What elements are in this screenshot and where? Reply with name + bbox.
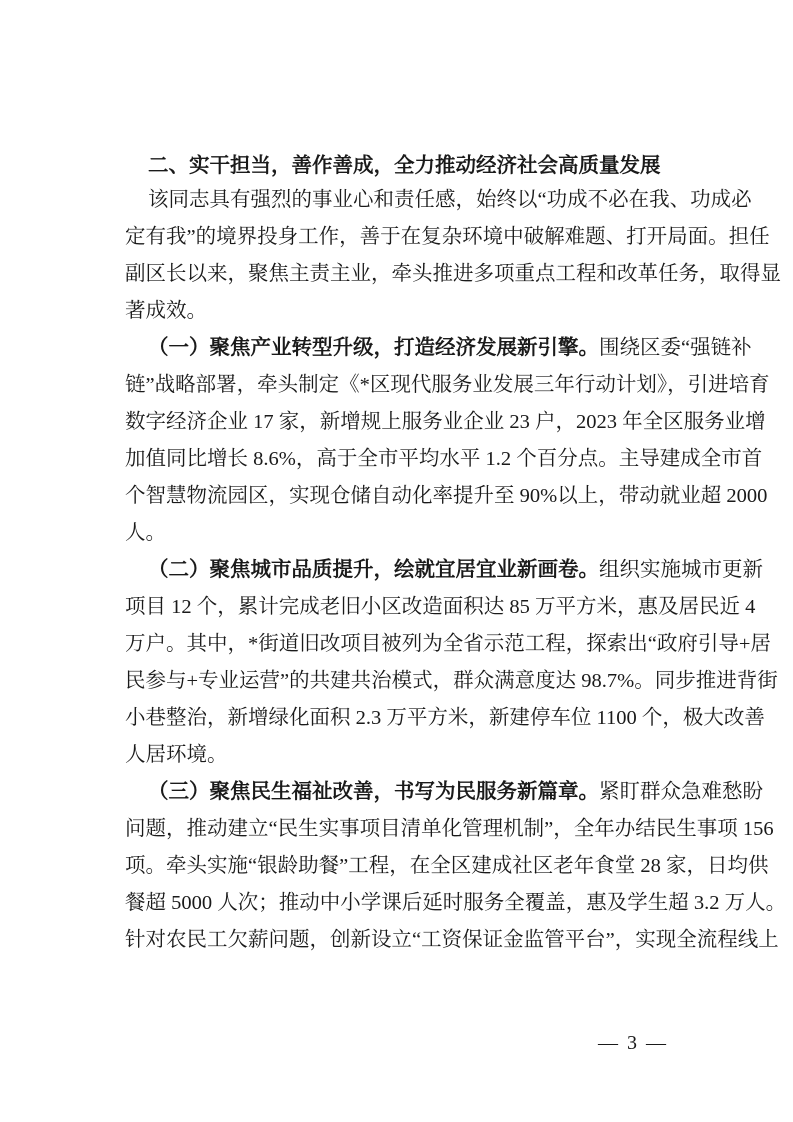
- text-line: [125, 256, 781, 293]
- paragraph: [125, 330, 770, 552]
- paragraph-lead: （三）聚焦民生福祉改善，书写为民服务新篇章。: [148, 781, 599, 803]
- text-line: [125, 589, 756, 626]
- line-text: 数字经济企业 17 家，新增规上服务业企业 23 户，2023 年全区服务业增: [125, 411, 766, 433]
- text-line: [125, 367, 770, 404]
- line-text: 餐超 5000 人次；推动中小学课后延时服务全覆盖，惠及学生超 3.2 万人。: [125, 892, 787, 914]
- line-text: 问题，推动建立“民生实事项目清单化管理机制”，全年办结民生事项 156: [125, 818, 774, 840]
- text-line: [125, 885, 787, 922]
- line-text: 项。牵头实施“银龄助餐”工程，在全区建成社区老年食堂 28 家，日均供: [125, 855, 769, 877]
- line-text: 著成效。: [125, 300, 207, 322]
- line-text: 紧盯群众急难愁盼: [599, 781, 763, 803]
- text-line: [125, 404, 766, 441]
- line-text: 定有我”的境界投身工作，善于在复杂环境中破解难题、打开局面。担任: [125, 226, 770, 248]
- text-line: [125, 182, 752, 219]
- text-line: [125, 219, 770, 256]
- paragraph: [125, 552, 778, 774]
- line-text: 加值同比增长 8.6%，高于全市平均水平 1.2 个百分点。主导建成全市首: [125, 448, 763, 470]
- document-body: [125, 148, 787, 959]
- text-line: [125, 700, 765, 737]
- text-line: [125, 737, 669, 774]
- line-text: 项目 12 个，累计完成老旧小区改造面积达 85 万平方米，惠及居民近 4: [125, 596, 756, 618]
- line-text: 民参与+专业运营”的共建共治模式，群众满意度达 98.7%。同步推进背街: [125, 670, 778, 692]
- text-line: [125, 515, 669, 552]
- text-line: [125, 663, 778, 700]
- line-text: 万户。其中，*街道旧改项目被列为全省示范工程，探索出“政府引导+居: [125, 633, 771, 655]
- text-line: [125, 478, 768, 515]
- line-text: 针对农民工欠薪问题，创新设立“工资保证金监管平台”，实现全流程线上: [125, 929, 779, 951]
- text-line: [125, 626, 771, 663]
- line-text: 人。: [125, 522, 166, 544]
- text-line: [125, 774, 763, 811]
- page-number: — 3 —: [598, 1032, 668, 1054]
- text-line: [125, 811, 774, 848]
- line-text: 该同志具有强烈的事业心和责任感，始终以“功成不必在我、功成必: [148, 189, 752, 211]
- line-text: 小巷整治，新增绿化面积 2.3 万平方米，新建停车位 1100 个，极大改善: [125, 707, 765, 729]
- text-line: [125, 848, 769, 885]
- text-line: [125, 293, 669, 330]
- line-text: 个智慧物流园区，实现仓储自动化率提升至 90%以上，带动就业超 2000: [125, 485, 768, 507]
- text-line: [125, 330, 752, 367]
- text-line: [125, 552, 763, 589]
- paragraph: [125, 774, 787, 959]
- line-text: 围绕区委“强链补: [599, 337, 752, 359]
- paragraph: [125, 182, 781, 330]
- line-text: 人居环境。: [125, 744, 228, 766]
- section-heading: 二、实干担当，善作善成，全力推动经济社会高质量发展: [148, 153, 661, 177]
- line-text: 组织实施城市更新: [599, 559, 763, 581]
- paragraph-lead: （一）聚焦产业转型升级，打造经济发展新引擎。: [148, 337, 599, 359]
- text-line: [125, 441, 763, 478]
- paragraph-lead: （二）聚焦城市品质提升，绘就宜居宜业新画卷。: [148, 559, 599, 581]
- line-text: 副区长以来，聚焦主责主业，牵头推进多项重点工程和改革任务，取得显: [125, 263, 781, 285]
- line-text: 链”战略部署，牵头制定《*区现代服务业发展三年行动计划》，引进培育: [125, 374, 770, 396]
- text-line: [125, 922, 779, 959]
